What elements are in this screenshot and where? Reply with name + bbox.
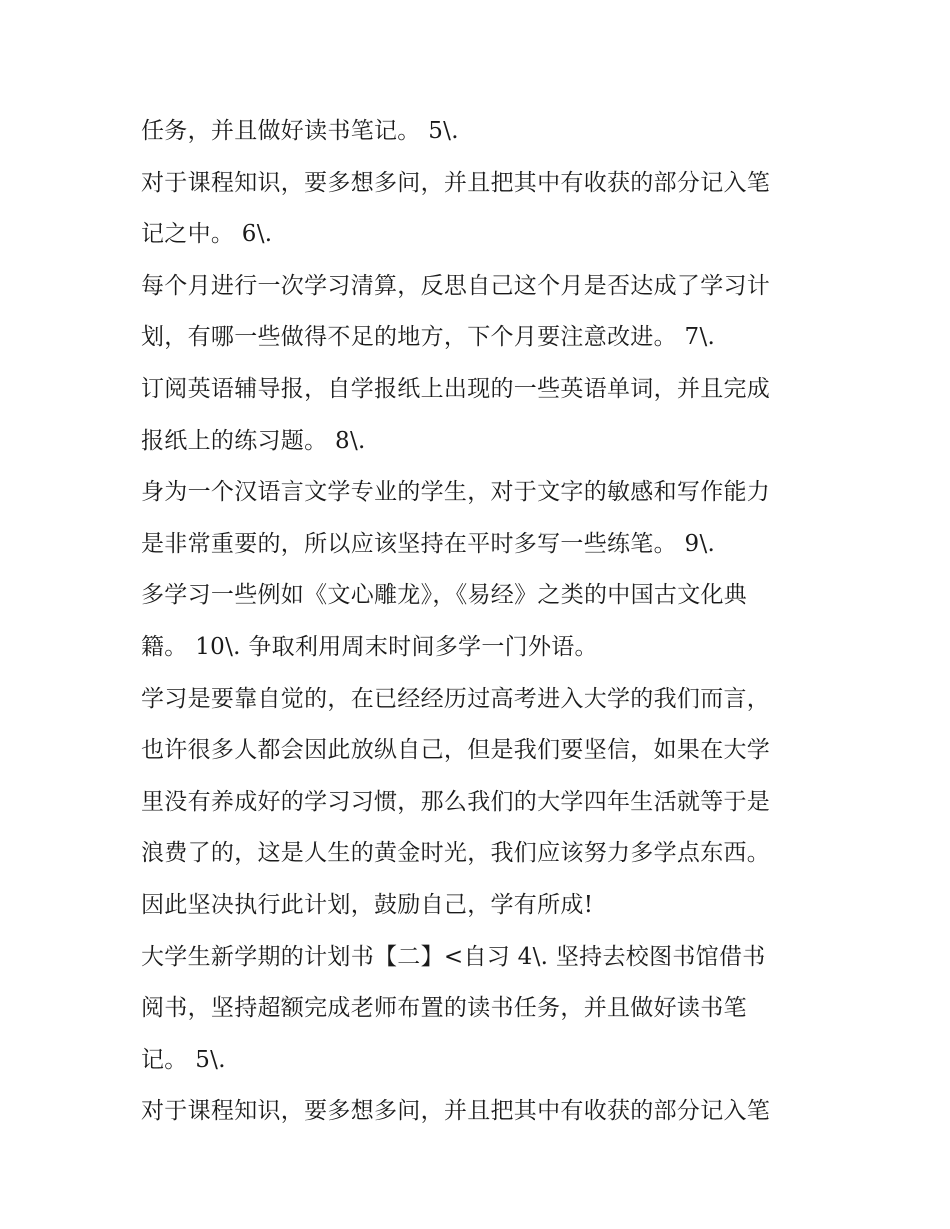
text-line: 浪费了的，这是人生的黄金时光，我们应该努力多学点东西。 bbox=[141, 840, 771, 867]
text-line: 报纸上的练习题。 8\. bbox=[141, 427, 366, 454]
text-line: 学习是要靠自觉的，在已经经历过高考进入大学的我们而言， bbox=[141, 685, 771, 712]
text-line: 订阅英语辅导报，自学报纸上出现的一些英语单词，并且完成 bbox=[141, 375, 771, 402]
document-body bbox=[141, 106, 821, 1138]
text-line: 记之中。 6\. bbox=[141, 221, 273, 248]
text-line: 对于课程知识，要多想多问，并且把其中有收获的部分记入笔 bbox=[141, 169, 771, 196]
text-line: 划，有哪一些做得不足的地方，下个月要注意改进。 7\. bbox=[141, 324, 716, 351]
text-line: 籍。 10\. 争取利用周末时间多学一门外语。 bbox=[141, 633, 598, 660]
text-line: 是非常重要的，所以应该坚持在平时多写一些练笔。 9\. bbox=[141, 530, 716, 557]
text-line: 记。 5\. bbox=[141, 1046, 226, 1073]
text-line: 身为一个汉语言文学专业的学生，对于文字的敏感和写作能力 bbox=[141, 479, 771, 506]
text-line: 里没有养成好的学习习惯，那么我们的大学四年生活就等于是 bbox=[141, 788, 771, 815]
text-line: 每个月进行一次学习清算，反思自己这个月是否达成了学习计 bbox=[141, 272, 771, 299]
text-line: 多学习一些例如《文心雕龙》，《易经》之类的中国古文化典 bbox=[141, 582, 748, 609]
text-line: 大学生新学期的计划书【二】<自习 4\. 坚持去校图书馆借书 bbox=[141, 943, 766, 970]
text-line: 阅书，坚持超额完成老师布置的读书任务，并且做好读书笔 bbox=[141, 995, 747, 1022]
text-line: 因此坚决执行此计划，鼓励自己，学有所成! bbox=[141, 891, 594, 918]
text-line: 对于课程知识，要多想多问，并且把其中有收获的部分记入笔 bbox=[141, 1098, 771, 1125]
text-line: 任务，并且做好读书笔记。 5\. bbox=[141, 118, 459, 144]
text-line: 也许很多人都会因此放纵自己，但是我们要坚信，如果在大学 bbox=[141, 737, 771, 764]
